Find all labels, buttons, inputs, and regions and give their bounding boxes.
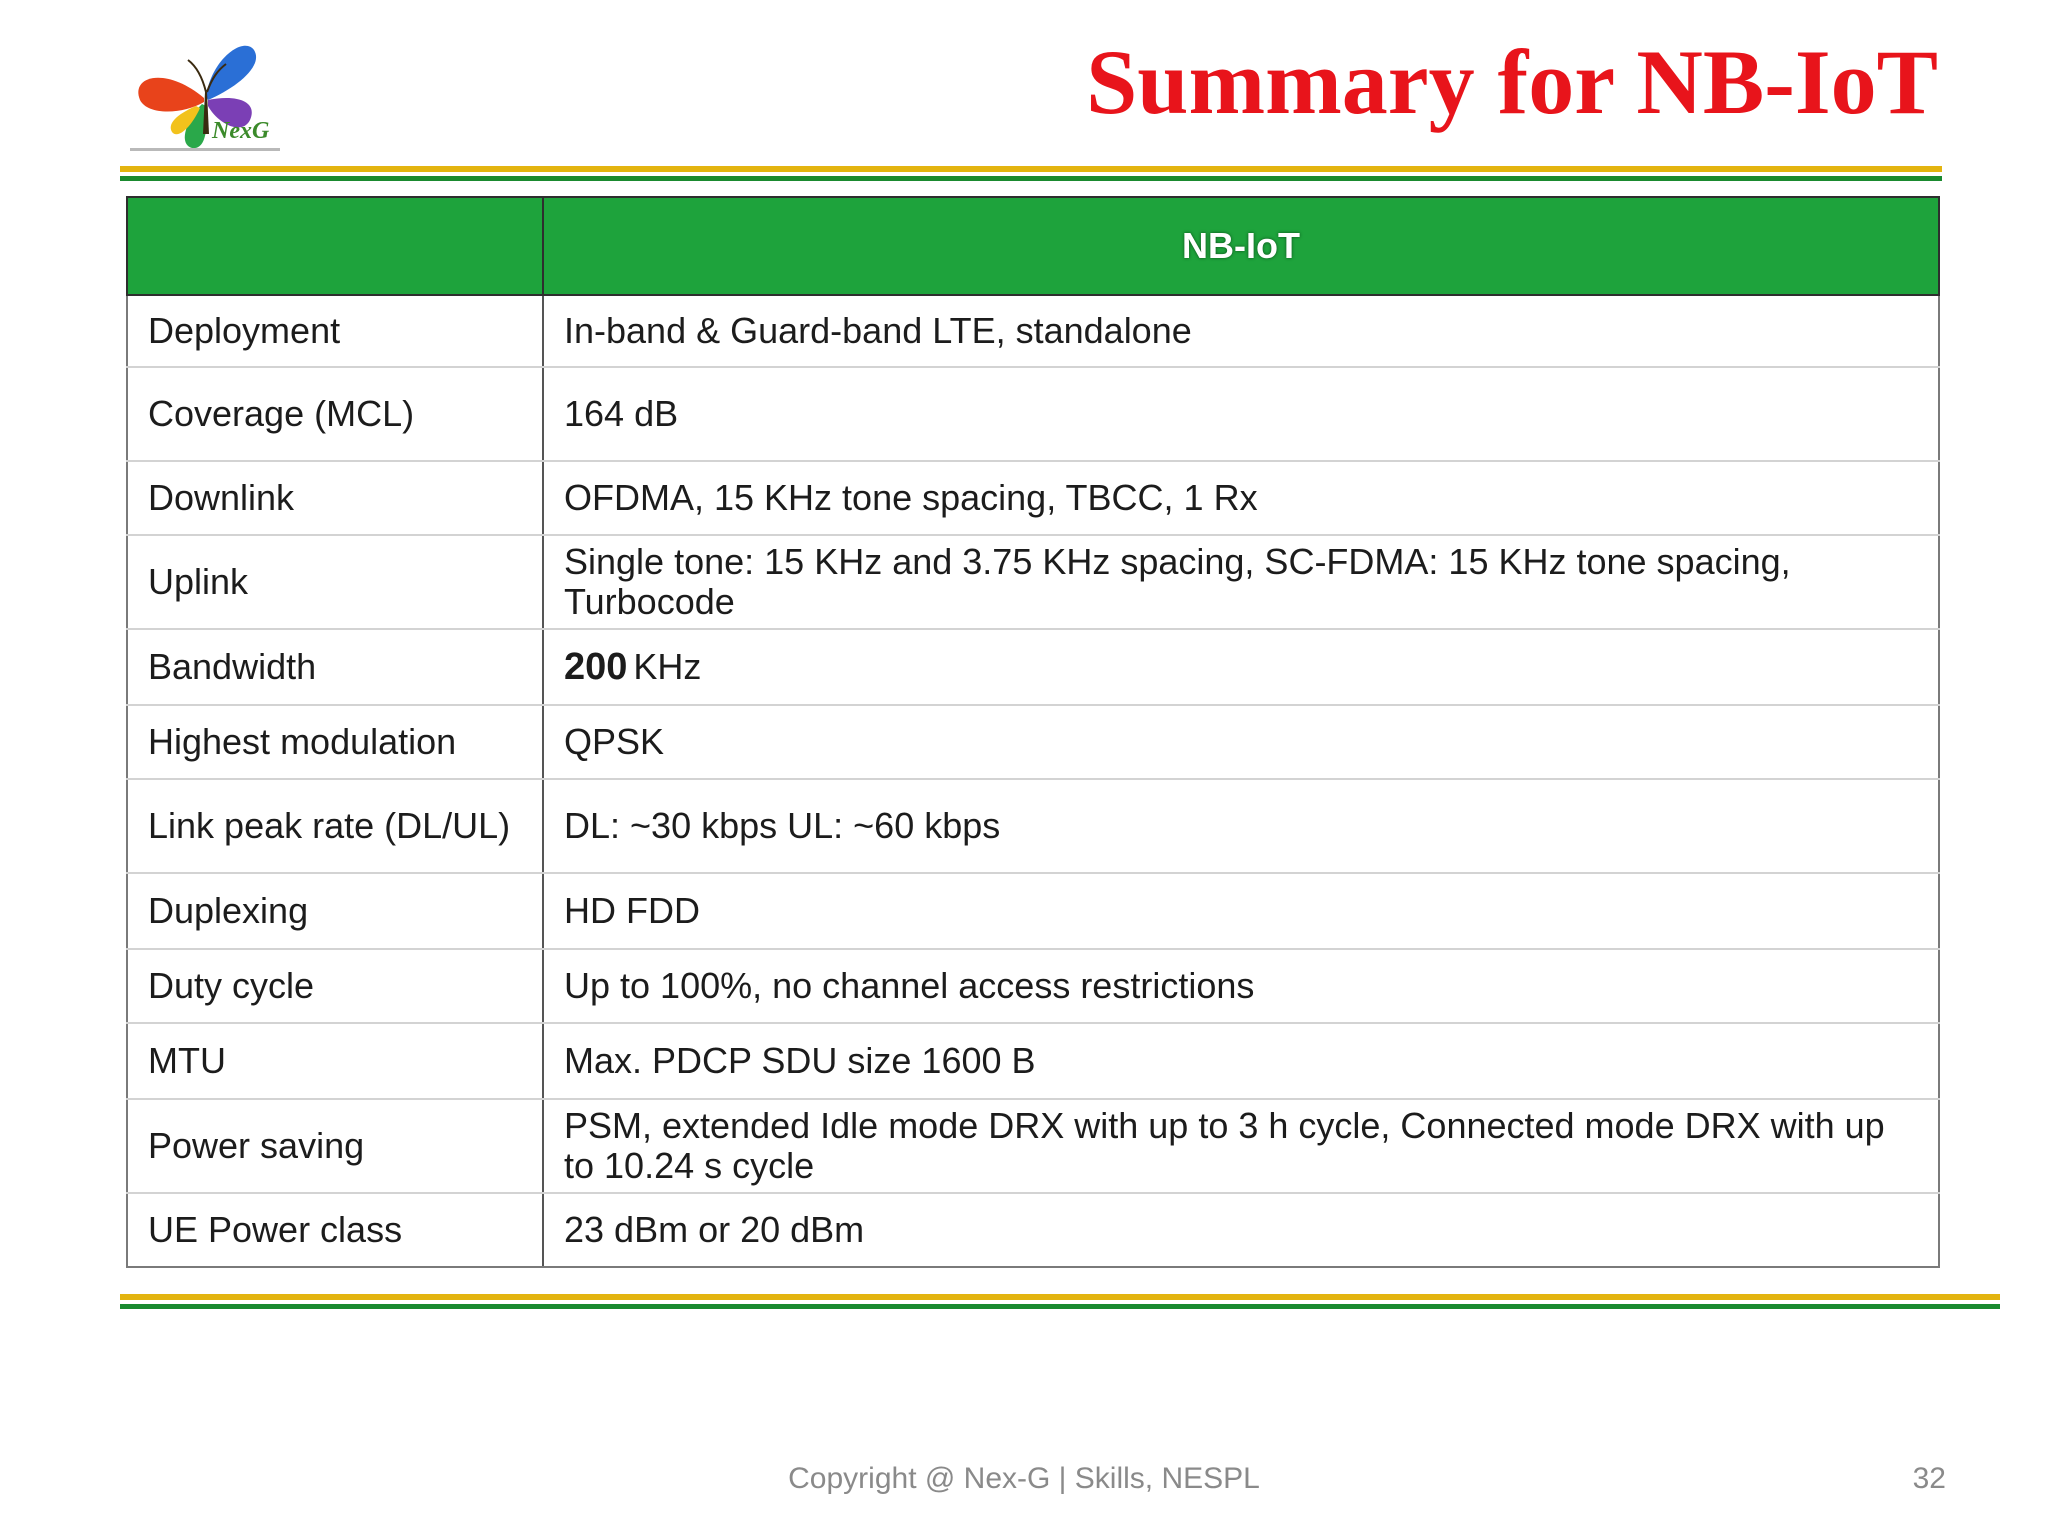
logo-text: NexG: [212, 118, 270, 144]
table-row: [127, 1023, 1939, 1099]
table-header-empty: [127, 197, 543, 295]
row-label: Highest modulation: [127, 705, 543, 779]
row-label: Coverage (MCL): [127, 367, 543, 461]
table-header-nb-iot: NB-IoT: [543, 197, 1939, 295]
bandwidth-unit: KHz: [633, 646, 702, 687]
row-label: MTU: [127, 1023, 543, 1099]
row-value: Single tone: 15 KHz and 3.75 KHz spacing, SC-FDMA: 15 KHz tone spacing, Turbocode: [543, 535, 1939, 629]
row-value: 23 dBm or 20 dBm: [543, 1193, 1939, 1267]
table-row: [127, 461, 1939, 535]
row-value: QPSK: [543, 705, 1939, 779]
row-label: Link peak rate (DL/UL): [127, 779, 543, 873]
row-label: Deployment: [127, 295, 543, 367]
row-label: Uplink: [127, 535, 543, 629]
table-row: [127, 1193, 1939, 1267]
row-label: Duplexing: [127, 873, 543, 949]
row-value: OFDMA, 15 KHz tone spacing, TBCC, 1 Rx: [543, 461, 1939, 535]
table-row: [127, 1099, 1939, 1193]
table-row: [127, 779, 1939, 873]
row-label: Power saving: [127, 1099, 543, 1193]
row-label: Bandwidth: [127, 629, 543, 705]
row-label: Downlink: [127, 461, 543, 535]
table-row: [127, 873, 1939, 949]
row-label: UE Power class: [127, 1193, 543, 1267]
table-row: [127, 367, 1939, 461]
bottom-divider: [120, 1294, 2000, 1310]
table-row: [127, 535, 1939, 629]
row-value: [543, 629, 1939, 705]
butterfly-logo-icon: [126, 36, 286, 160]
table-row: [127, 949, 1939, 1023]
nb-iot-spec-table: [126, 196, 1940, 1268]
spec-table-container: [126, 196, 1940, 1268]
row-value: Up to 100%, no channel access restrictions: [543, 949, 1939, 1023]
row-value: DL: ~30 kbps UL: ~60 kbps: [543, 779, 1939, 873]
bandwidth-number: 200: [564, 646, 628, 688]
row-value: 164 dB: [543, 367, 1939, 461]
nexg-logo: [126, 36, 286, 160]
slide-title: Summary for NB-IoT: [1086, 31, 1938, 133]
row-value: PSM, extended Idle mode DRX with up to 3 h cycle, Connected mode DRX with up to 10.24 s cycle: [543, 1099, 1939, 1193]
table-header-row: [127, 197, 1939, 295]
row-value: HD FDD: [543, 873, 1939, 949]
row-label: Duty cycle: [127, 949, 543, 1023]
table-row: [127, 295, 1939, 367]
table-row: [127, 705, 1939, 779]
row-value: Max. PDCP SDU size 1600 B: [543, 1023, 1939, 1099]
table-row: [127, 629, 1939, 705]
row-value: In-band & Guard-band LTE, standalone: [543, 295, 1939, 367]
copyright-footer: Copyright @ Nex-G | Skills, NESPL: [788, 1462, 1260, 1495]
top-divider: [120, 166, 1942, 182]
page-number: 32: [1912, 1462, 1946, 1495]
